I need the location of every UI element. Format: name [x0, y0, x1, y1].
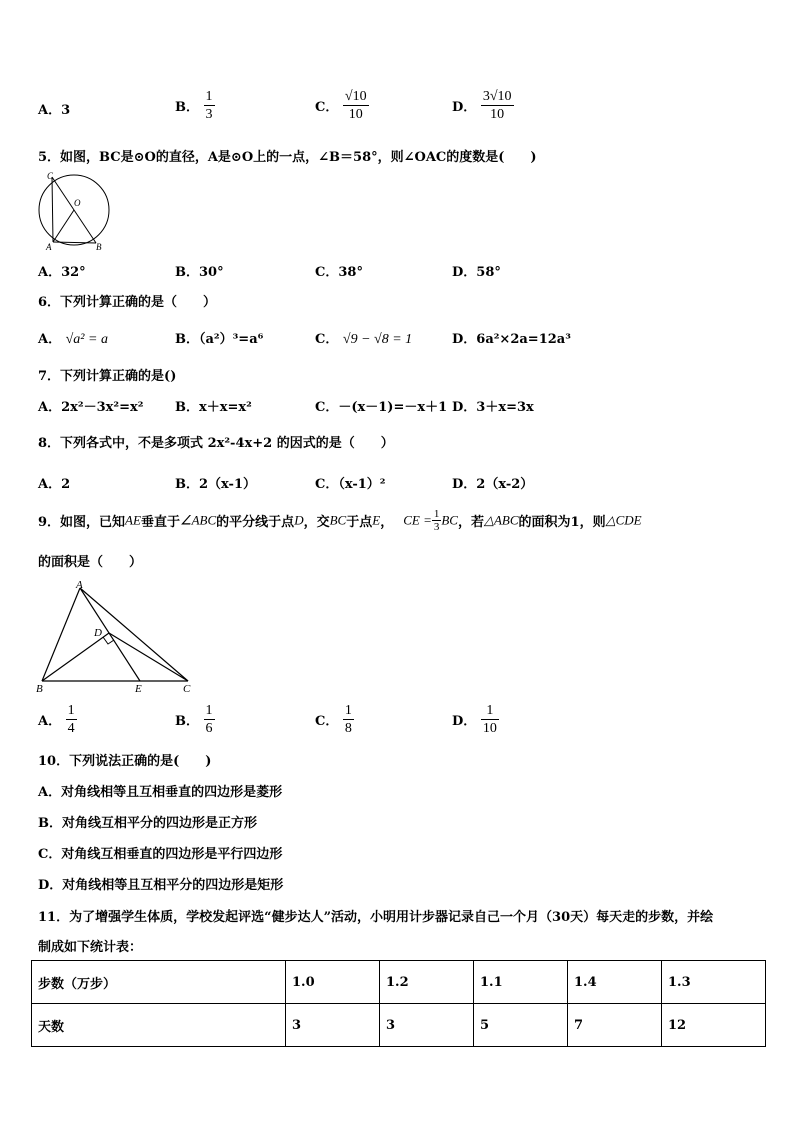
q5-radius-oa: [53, 210, 74, 242]
q5-stem: 5．如图，BC是⊙O的直径，A是⊙O上的一点，∠B＝58°，则∠OAC的度数是( ): [38, 150, 537, 165]
q9-stem-line2: 的面积是（ ）: [38, 555, 143, 570]
q11-stem-line1: 11．为了增强学生体质，学校发起评选“健步达人”活动，小明用计步器记录自己一个月（30天）每天走的步数，并绘: [38, 910, 714, 925]
q5-label-a: A: [46, 242, 52, 252]
q4-option-c: C． $\frac{√10}{10}$: [315, 89, 367, 122]
q4-b-fraction: $\frac{1}{3}$: [205, 89, 213, 122]
table-cell: 5: [474, 1004, 568, 1047]
q5-option-a: A．32°: [38, 265, 86, 280]
table-cell: 天数: [32, 1004, 286, 1047]
q11-stem-line2: 制成如下统计表：: [38, 940, 143, 955]
table-row: [32, 961, 766, 1004]
q10-option-c: C．对角线互相垂直的四边形是平行四边形: [38, 847, 283, 862]
q6-stem: 6．下列计算正确的是（ ）: [38, 295, 217, 310]
q6-option-c: C． √9 − √8 = 1: [315, 332, 413, 347]
q8-option-c: C．（x-1）²: [315, 477, 386, 492]
q7-option-d: D．3＋x=3x: [452, 400, 534, 415]
q9-b-fraction: $\frac{1}{6}$: [205, 703, 213, 736]
q9-option-a: A． $\frac{1}{4}$: [38, 703, 75, 736]
q8-stem: 8．下列各式中，不是多项式 2x²-4x+2 的因式的是（ ）: [38, 436, 394, 451]
q5-label-b: B: [96, 242, 102, 252]
q5-label-o: O: [74, 198, 81, 208]
q9-stem-fraction: $\frac{1}{3}$: [433, 508, 440, 533]
q9-label-a: A: [76, 579, 83, 591]
table-cell: 1.2: [380, 961, 474, 1004]
q6-option-a: A． √a² = a: [38, 332, 108, 347]
q4-c-fraction: $\frac{√10}{10}$: [344, 89, 367, 122]
q8-option-a: A．2: [38, 477, 71, 492]
q8-option-b: B．2（x-1）: [175, 477, 256, 492]
q6-a-math: √a² = a: [65, 332, 108, 347]
q9-label-c: C: [183, 683, 191, 695]
q7-option-c: C．－(x－1)=－x＋1: [315, 400, 448, 415]
q9-label-b: B: [36, 683, 43, 695]
table-cell: 7: [568, 1004, 662, 1047]
q10-option-b: B．对角线互相平分的四边形是正方形: [38, 816, 257, 831]
table-row: [32, 1004, 766, 1047]
q9-segment-dc: [109, 633, 188, 681]
q4-option-d: D． $\frac{3√10}{10}$: [452, 89, 512, 122]
q5-chord-ca: [52, 177, 53, 242]
table-cell: 步数（万步）: [32, 961, 286, 1004]
q9-d-fraction: $\frac{1}{10}$: [482, 703, 497, 736]
q9-segment-ae: [80, 588, 140, 681]
q5-option-d: D．58°: [452, 265, 501, 280]
q7-option-a: A．2x²－3x²=x²: [38, 400, 144, 415]
q5-circle-figure: [34, 170, 116, 252]
q10-option-d: D．对角线相等且互相平分的四边形是矩形: [38, 878, 284, 893]
table-cell: 3: [380, 1004, 474, 1047]
q6-c-math: √9 − √8 = 1: [342, 332, 413, 347]
q11-step-table: [31, 960, 766, 1047]
table-cell: 1.1: [474, 961, 568, 1004]
q5-option-b: B．30°: [175, 265, 224, 280]
table-cell: 3: [286, 1004, 380, 1047]
q9-option-c: C． $\frac{1}{8}$: [315, 703, 352, 736]
q6-option-b: B．（a²）³=a⁶: [175, 332, 264, 347]
q4-d-fraction: $\frac{3√10}{10}$: [482, 89, 512, 122]
q9-label-d: D: [94, 627, 102, 639]
table-cell: 12: [662, 1004, 766, 1047]
q8-option-d: D．2（x-2）: [452, 477, 534, 492]
q9-a-fraction: $\frac{1}{4}$: [67, 703, 75, 736]
q5-option-c: C．38°: [315, 265, 363, 280]
q9-c-fraction: $\frac{1}{8}$: [344, 703, 352, 736]
table-cell: 1.3: [662, 961, 766, 1004]
q9-option-d: D． $\frac{1}{10}$: [452, 703, 497, 736]
table-cell: 1.4: [568, 961, 662, 1004]
table-cell: 1.0: [286, 961, 380, 1004]
q9-stem-line1: 9．如图，已知AE垂直于∠ABC的平分线于点D，交BC于点E， CE = $\frac{1}{3}$ BC，若△ABC的面积为1，则△CDE: [38, 508, 642, 533]
q7-stem: 7．下列计算正确的是(): [38, 369, 177, 384]
q10-stem: 10．下列说法正确的是( ): [38, 754, 212, 769]
q10-option-a: A．对角线相等且互相垂直的四边形是菱形: [38, 785, 283, 800]
q7-option-b: B．x＋x=x²: [175, 400, 252, 415]
q9-label-e: E: [135, 683, 142, 695]
q4-option-b: B． $\frac{1}{3}$: [175, 89, 213, 122]
q9-triangle-figure: [34, 578, 204, 696]
q9-option-b: B． $\frac{1}{6}$: [175, 703, 213, 736]
q6-option-d: D．6a²×2a=12a³: [452, 332, 571, 347]
q4-option-a: A．3: [38, 103, 71, 118]
q5-chord-ab: [53, 242, 96, 243]
q5-label-c: C: [47, 171, 54, 181]
